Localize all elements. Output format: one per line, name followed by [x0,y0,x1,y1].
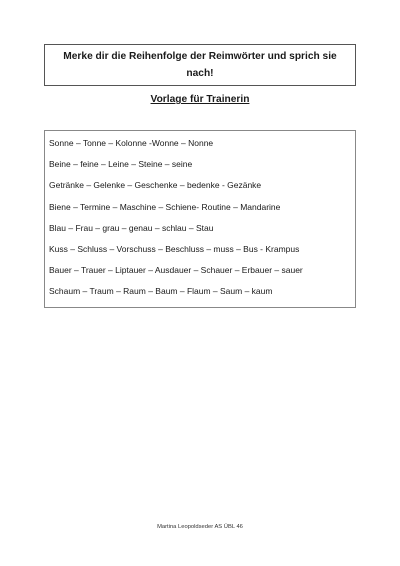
rhyme-line-5: Blau – Frau – grau – genau – schlau – Stau [49,222,214,233]
page-footer: Martina Leopoldseder AS ÜBL 46 [157,524,243,530]
rhyme-list-box [44,130,356,308]
rhyme-line-3: Getränke – Gelenke – Geschenke – bedenke - Gezänke [49,180,262,191]
instruction-box [44,44,356,86]
rhyme-line-6: Kuss – Schluss – Vorschuss – Beschluss – muss – Bus - Krampus [49,243,300,254]
page-subtitle: Vorlage für Trainerin [150,94,250,105]
rhyme-line-8: Schaum – Traum – Raum – Baum – Flaum – Saum – kaum [49,286,273,297]
rhyme-line-4: Biene – Termine – Maschine – Schiene- Routine – Mandarine [49,201,281,212]
rhyme-line-1: Sonne – Tonne – Kolonne -Wonne – Nonne [49,138,214,148]
instruction-text: Merke dir die Reihenfolge der Reimwörter und sprich sie nach! [63,51,337,79]
rhyme-line-7: Bauer – Trauer – Liptauer – Ausdauer – Schauer – Erbauer – sauer [49,265,303,276]
rhyme-line-2: Beine – feine – Leine – Steine – seine [49,159,193,170]
